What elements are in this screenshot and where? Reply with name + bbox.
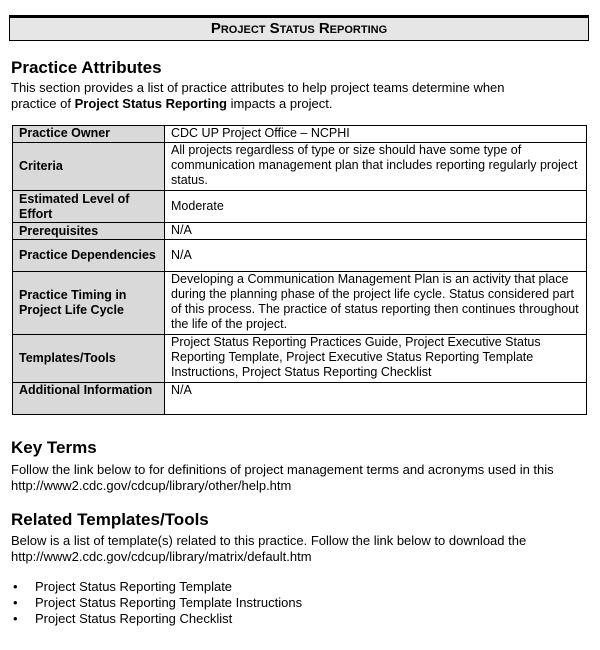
row-value: N/A xyxy=(165,383,587,415)
table-row xyxy=(13,191,587,223)
row-label: Prerequisites xyxy=(13,223,165,240)
related-templates-text xyxy=(11,533,581,565)
intro-line-2-prefix: practice of xyxy=(11,96,75,111)
key-terms-link[interactable]: http://www2.cdc.gov/cdcup/library/other/help.htm xyxy=(11,478,292,493)
related-templates-description: Below is a list of template(s) related to this practice. Follow the link below to download the xyxy=(11,533,527,548)
practice-attributes-table xyxy=(12,125,587,415)
document-title: Project Status Reporting xyxy=(210,20,388,37)
row-value: Developing a Communication Management Plan is an activity that place during the planning phase of the project life cycle. Status considered part of this process. The practice of status reporting then continues throughout the life of the project. xyxy=(165,272,587,335)
table-row xyxy=(13,223,587,240)
intro-line-2-suffix: impacts a project. xyxy=(227,96,333,111)
bullet: • xyxy=(13,595,18,610)
row-value: CDC UP Project Office – NCPHI xyxy=(165,126,587,143)
table-row xyxy=(13,143,587,191)
table-row xyxy=(13,272,587,335)
table-row xyxy=(13,335,587,383)
table-row xyxy=(13,126,587,143)
intro-line-2 xyxy=(11,96,581,112)
table-row xyxy=(13,383,587,415)
bullet: • xyxy=(13,579,18,594)
list-item xyxy=(11,595,302,611)
list-item-label: Project Status Reporting Checklist xyxy=(35,611,233,626)
row-value: Moderate xyxy=(165,191,587,223)
row-label: Estimated Level of Effort xyxy=(13,191,165,223)
row-value: N/A xyxy=(165,240,587,272)
bullet: • xyxy=(13,611,18,626)
related-templates-heading: Related Templates/Tools xyxy=(11,510,209,529)
key-terms-heading: Key Terms xyxy=(11,438,97,457)
list-item xyxy=(11,579,302,595)
intro-line-1: This section provides a list of practice attributes to help project teams determine when xyxy=(11,80,505,95)
row-label: Templates/Tools xyxy=(13,335,165,383)
list-item xyxy=(11,611,302,627)
row-value: Project Status Reporting Practices Guide, Project Executive Status Reporting Template, Project Executive Status Reporting Template Instructions, Project Status Reporting Checklist xyxy=(165,335,587,383)
related-templates-list xyxy=(11,579,302,627)
row-label: Practice Owner xyxy=(13,126,165,143)
list-item-label: Project Status Reporting Template xyxy=(35,579,233,594)
row-label: Additional Information xyxy=(13,383,165,415)
key-terms-text xyxy=(11,462,581,494)
row-value: All projects regardless of type or size should have some type of communication management plan that includes reporting regularly project status. xyxy=(165,143,587,191)
row-label: Practice Dependencies xyxy=(13,240,165,272)
row-label: Criteria xyxy=(13,143,165,191)
row-label: Practice Timing in Project Life Cycle xyxy=(13,272,165,335)
practice-attributes-intro xyxy=(11,80,581,112)
key-terms-description: Follow the link below to for definitions of project management terms and acronyms used in this xyxy=(11,462,554,477)
related-templates-link[interactable]: http://www2.cdc.gov/cdcup/library/matrix/default.htm xyxy=(11,549,312,564)
intro-line-2-bold: Project Status Reporting xyxy=(74,96,228,111)
row-value: N/A xyxy=(165,223,587,240)
table-row xyxy=(13,240,587,272)
document-title-banner xyxy=(9,15,589,41)
practice-attributes-heading: Practice Attributes xyxy=(11,58,162,77)
list-item-label: Project Status Reporting Template Instructions xyxy=(35,595,303,610)
